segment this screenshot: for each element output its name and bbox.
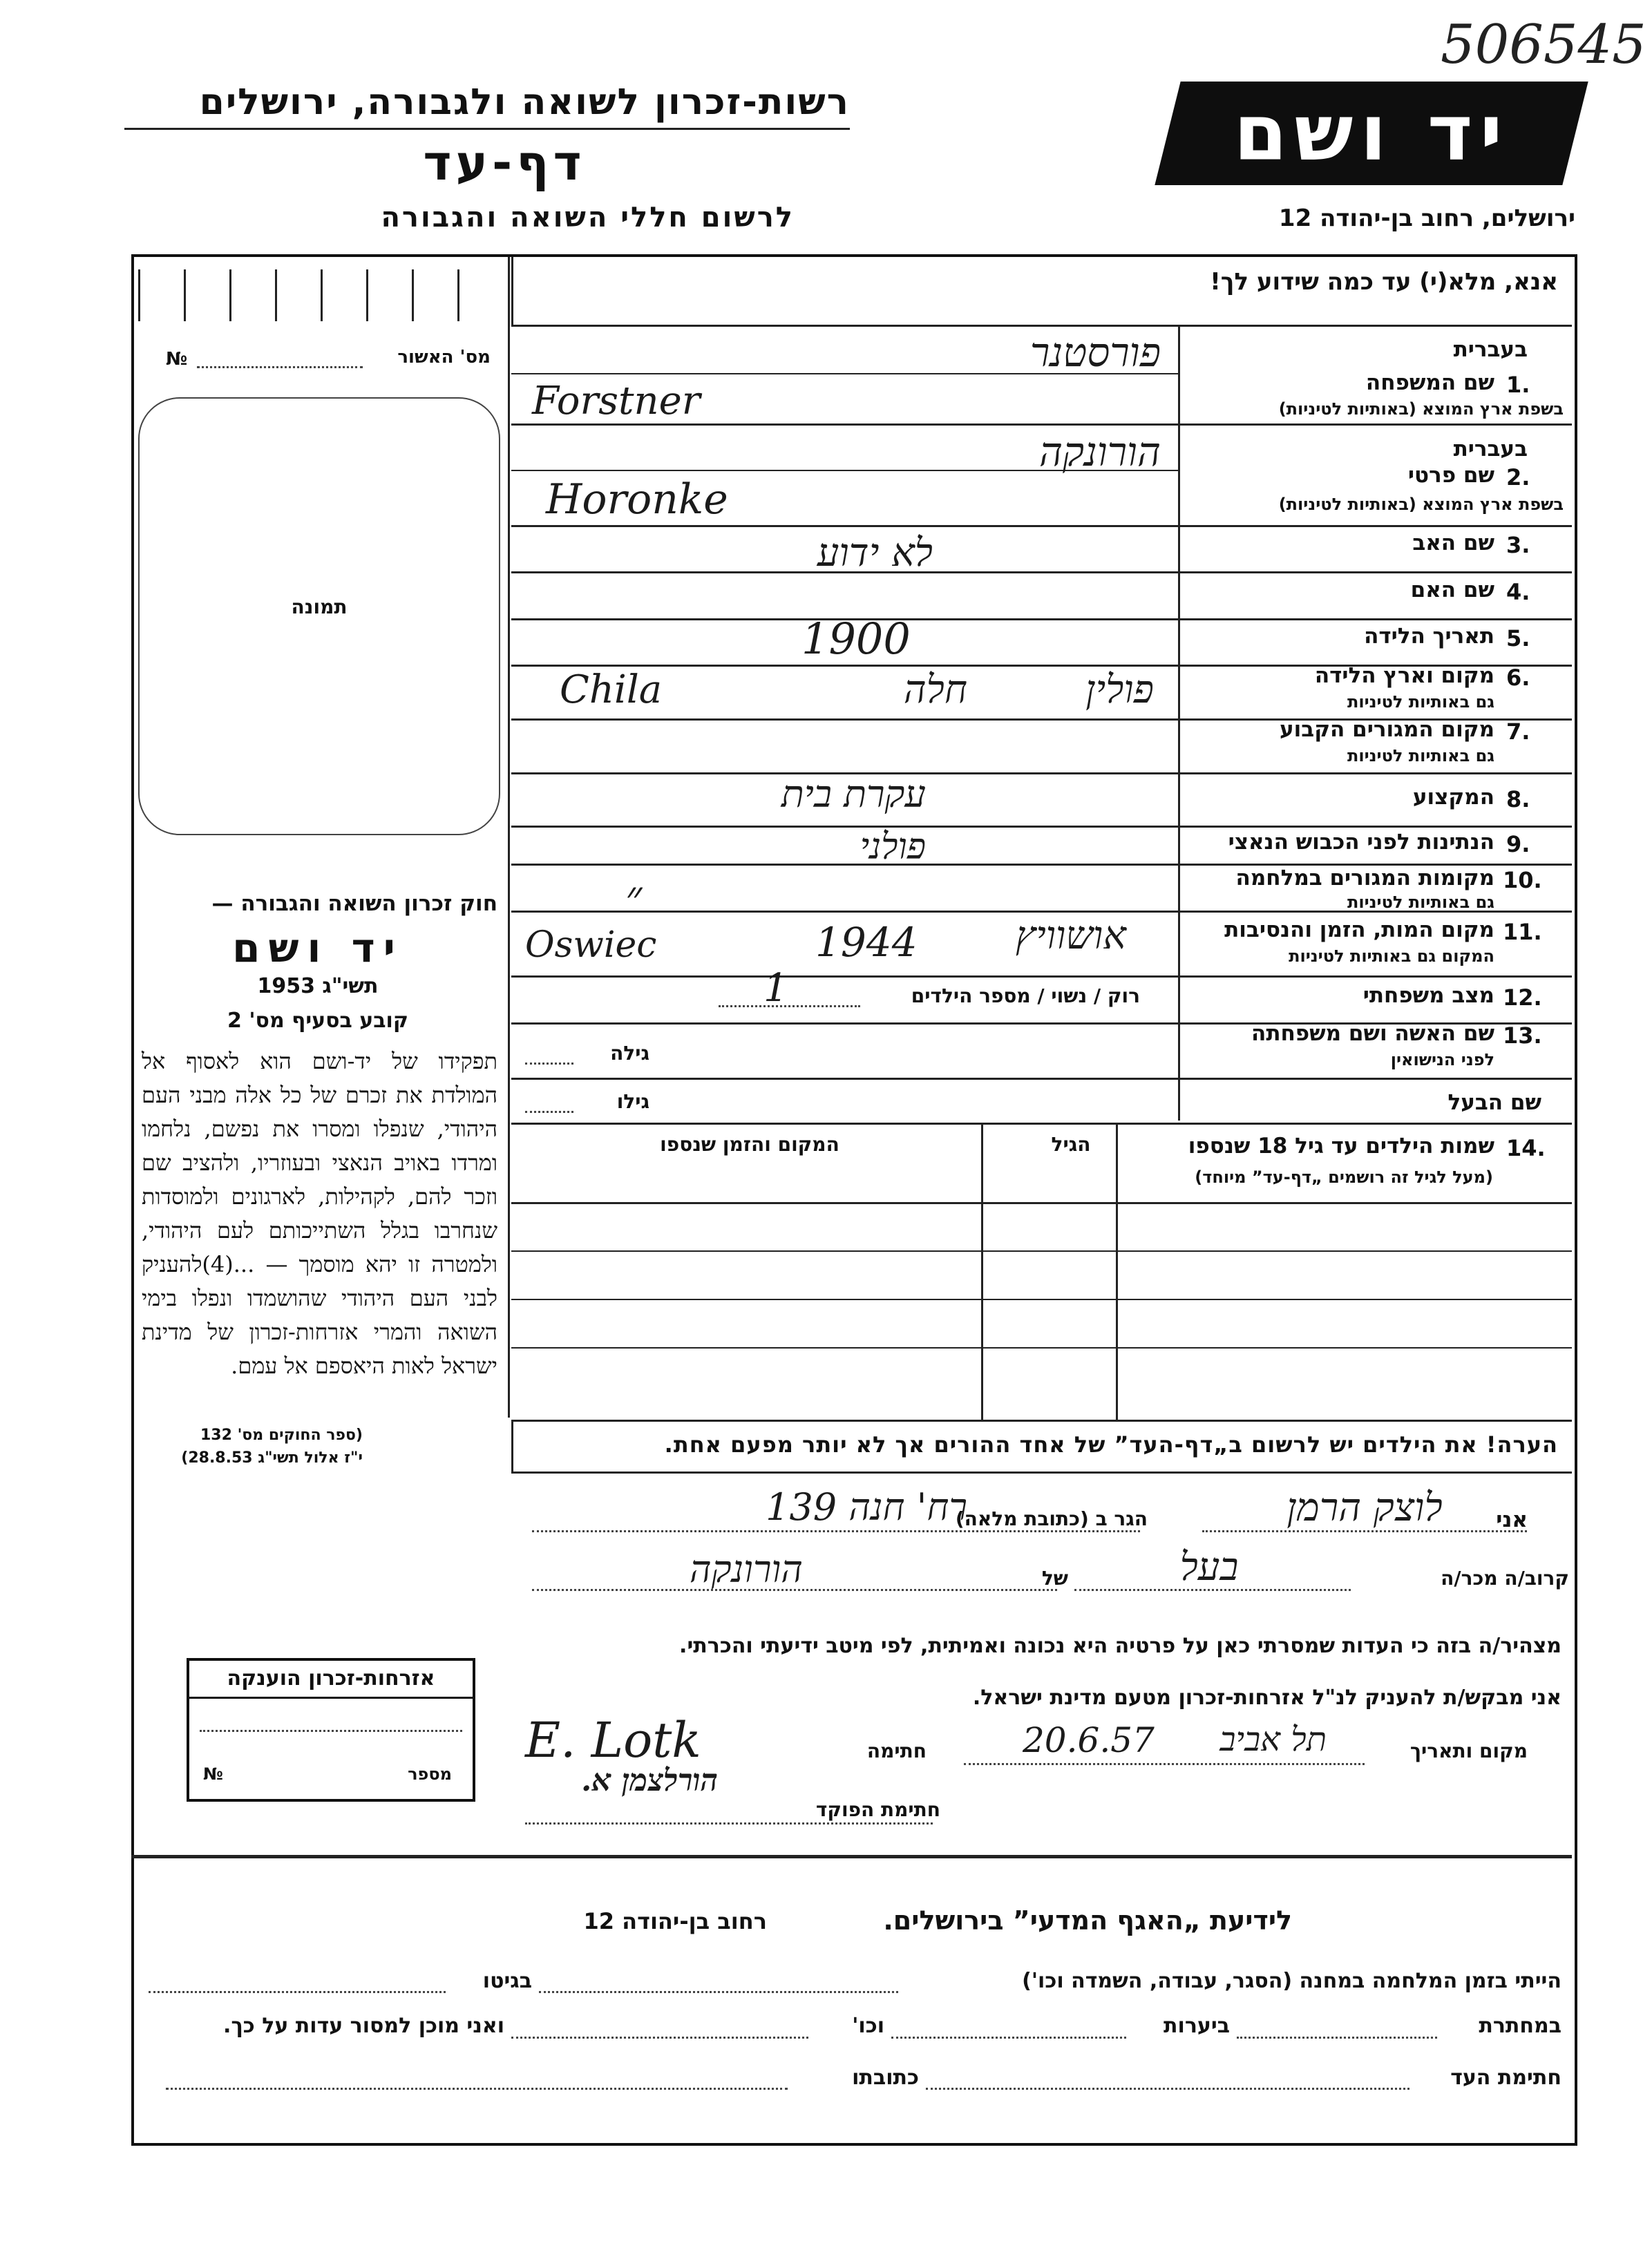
- field-2-sub: בשפת ארץ המוצא (באותיות לטיניות): [1278, 495, 1564, 514]
- logo-text: יד ושם: [1233, 88, 1510, 178]
- field-6-value-hebrew: פולין: [1085, 667, 1154, 712]
- field-6-value-mid: חלה: [903, 667, 967, 712]
- witness-declare: מצהיר/ה בזה כי העדות שמסרתי כאן על פרטיה היא נכונה ואמיתית, לפי מיטב ידיעתי והכרתי.: [679, 1634, 1561, 1658]
- field-6-sub: גם באותיות לטיניות: [1347, 692, 1494, 712]
- header-address: ירושלים, רחוב בן-יהודה 12: [1278, 204, 1575, 232]
- field-6-num: 6.: [1506, 665, 1530, 691]
- field-3-num: 3.: [1506, 532, 1530, 558]
- officer-signature-label: חתימת הפוקד: [815, 1798, 940, 1821]
- witness-request: אני מבקש/ת להעניק לנ"ל אזרחות-זכרון מטעם מדינת ישראל.: [972, 1686, 1561, 1710]
- archive-address-label: כתובתו: [852, 2066, 919, 2090]
- witness-signature: E. Lotk: [525, 1712, 701, 1769]
- husband-label: שם הבעל: [1447, 1090, 1541, 1115]
- field-1-value-hebrew: פורסטנר: [1029, 329, 1161, 376]
- witness-place-date-label: מקום ותאריך: [1409, 1740, 1528, 1762]
- field-1-sub: בשפת ארץ המוצא (באותיות לטיניות): [1278, 399, 1564, 419]
- field-5-num: 5.: [1506, 625, 1530, 651]
- memorial-box-title: אזרחות-זכרון הוענקה: [227, 1666, 435, 1690]
- field-9-value: פולני: [860, 826, 926, 868]
- archive-etc: וכו': [852, 2014, 884, 2038]
- witness-i-label: אני: [1496, 1507, 1528, 1532]
- instruction: אנא, מלא(י) עד כמה שידוע לך!: [1210, 268, 1558, 296]
- field-9-label: הנתינות לפני הכבוש הנאצי: [1228, 830, 1494, 855]
- field-2-num: 2.: [1506, 464, 1530, 490]
- archive-in-ghetto: בגיטו: [482, 1969, 532, 1993]
- field-4-label: שם האם: [1410, 578, 1494, 602]
- left-column-divider: [508, 257, 510, 1418]
- witness-date: 20.6.57: [1023, 1720, 1155, 1760]
- field-3-label: שם האב: [1412, 531, 1494, 555]
- field-11-value-latin: Oswiec: [525, 924, 657, 966]
- field-5-label: תאריך הלידה: [1364, 624, 1494, 649]
- field-10-num: 10.: [1503, 867, 1542, 893]
- law-text: תפקידו של יד-ושם הוא לאסוף אל המולדת את זכרם של כל אלה מבני העם היהודי, שנפלו ומסרו את נפשם, נלחמו ומרדו באויב הנאצי ובעוזריו, ולהציב שם וזכר להם, לקהילות, לארגונים ולמוסדות שנחרבו בגלל השתייכותם לעם היהודי, ולמטרה זו יהא מוסמך — ...(4)להעניק לבני העם היהודי שהושמדו ונפלו בימי השואה והמרי אזרחות-זכרון של מדינת ישראל לאות היאספם אל עמם.: [142, 1048, 497, 1379]
- witness-signature-label: חתימה: [866, 1740, 927, 1762]
- field-1-num: 1.: [1506, 372, 1530, 398]
- witness-relative-label: קרוב/ה מכר/ה: [1441, 1567, 1569, 1590]
- archive-number: 506545: [1441, 14, 1646, 76]
- archive-ready: ואני מוכן למסור עדות על כך.: [223, 2014, 504, 2038]
- archive-forests: ביערות: [1164, 2014, 1230, 2038]
- field-12-label: מצב משפחתי: [1363, 983, 1494, 1008]
- cert-number-label: מס' האשור: [397, 347, 491, 368]
- field-9-num: 9.: [1506, 831, 1530, 857]
- field-2-value-hebrew: הורונקה: [1038, 428, 1161, 475]
- archive-title: לידיעת „האגף המדעי” בירושלים.: [883, 1905, 1292, 1936]
- field-11-value-mid: 1944: [815, 919, 918, 966]
- field-13-aux: גילה: [610, 1042, 649, 1065]
- witness-address: רח' חנה 139: [766, 1485, 967, 1529]
- field-11-num: 11.: [1503, 919, 1542, 945]
- form-title: דף-עד: [423, 135, 586, 191]
- field-2-value-latin: Horonke: [546, 475, 728, 524]
- law-clause: קובע בסעיף מס' 2: [227, 1009, 408, 1033]
- field-12-value: 1: [763, 966, 788, 1011]
- field-11-value-hebrew: אושוויץ: [1015, 913, 1126, 958]
- field-3-value: לא ידוע: [817, 531, 933, 575]
- law-source-1: (ספר החוקים מס' 132: [200, 1427, 363, 1444]
- witness-name: לוצק הרמן: [1287, 1485, 1443, 1530]
- photo-label: תמונה: [291, 596, 348, 618]
- field-8-label: המקצוע: [1412, 785, 1494, 810]
- officer-signature: הורלצמן א.: [581, 1763, 718, 1798]
- field-7-num: 7.: [1506, 718, 1530, 745]
- witness-of-name: הורונקה: [690, 1547, 803, 1591]
- cert-number-symbol: №: [166, 349, 188, 370]
- witness-resides-label: הגר ב (כתובת מלאה): [955, 1507, 1148, 1530]
- memorial-citizenship-box: [187, 1658, 475, 1802]
- field-10-sub: גם באותיות לטיניות: [1347, 893, 1494, 912]
- archive-section-divider: [131, 1855, 1572, 1858]
- field-13-num: 13.: [1503, 1022, 1542, 1049]
- witness-of-label: של: [1041, 1567, 1068, 1590]
- field-1-hebrew-tag: בעברית: [1453, 337, 1528, 362]
- memorial-box-number-label: מספר: [408, 1764, 452, 1784]
- cert-number-boxes: [138, 269, 497, 321]
- note: הערה! את הילדים יש לרשום ב„דף-העד” של אחד ההורים אך לא יותר מפעם אחת.: [664, 1431, 1558, 1458]
- law-year: תשי"ג 1953: [257, 974, 379, 998]
- field-11-label: מקום המות, הזמן והנסיבות: [1224, 917, 1494, 942]
- header-authority: רשות-זכרון לשואה ולגבורה, ירושלים: [199, 82, 850, 123]
- archive-witness-sig: חתימת העד: [1450, 2066, 1561, 2090]
- children-col-place: המקום והזמן שנספו: [660, 1133, 839, 1156]
- yad-vashem-logo: [1155, 82, 1588, 185]
- field-8-num: 8.: [1506, 786, 1530, 812]
- law-name: יד ושם: [232, 924, 403, 971]
- field-11-sub: המקום גם באותיות לטיניות: [1289, 946, 1494, 966]
- field-7-sub: גם באותיות לטיניות: [1347, 746, 1494, 765]
- children-label: שמות הילדים עד גיל 18 שנספו: [1188, 1134, 1494, 1159]
- witness-relation: בעל: [1179, 1545, 1239, 1590]
- field-2-hebrew-tag: בעברית: [1453, 437, 1528, 461]
- field-10-value: ״: [625, 872, 643, 923]
- field-4-num: 4.: [1506, 579, 1530, 605]
- children-num: 14.: [1506, 1135, 1546, 1161]
- field-10-label: מקומות המגורים במלחמה: [1235, 866, 1494, 890]
- husband-aux: גילו: [616, 1090, 649, 1113]
- field-13-label: שם האשה ושם משפחתה: [1251, 1021, 1494, 1046]
- label-column-divider: [1178, 326, 1180, 1121]
- field-2-label: שם פרטי: [1407, 463, 1494, 488]
- children-sub: (מעל לגיל זה רושמים „דף-עד” מיוחד): [1195, 1168, 1493, 1187]
- field-1-label: שם המשפחה: [1365, 370, 1494, 395]
- law-source-2: י"ז אלול תשי"ג 28.8.53): [181, 1449, 363, 1467]
- field-6-label: מקום וארץ הלידה: [1314, 663, 1494, 688]
- field-12-num: 12.: [1503, 984, 1542, 1011]
- field-6-value-latin: Chila: [560, 667, 663, 712]
- witness-place: תל אביב: [1219, 1720, 1327, 1759]
- field-5-value: 1900: [801, 613, 911, 664]
- memorial-box-no-symbol: №: [203, 1764, 223, 1784]
- field-13-sub: לפני הנישואין: [1390, 1050, 1494, 1069]
- field-12-inline: רוק / נשוי / מספר הילדים: [911, 984, 1140, 1007]
- field-1-value-latin: Forstner: [532, 379, 701, 423]
- archive-line1: הייתי בזמן המלחמה במחנה (הסגר, עבודה, השמדה וכו'): [1022, 1969, 1561, 1993]
- photo-box: [138, 397, 500, 835]
- field-8-value: עקרת בית: [781, 772, 926, 816]
- field-7-label: מקום המגורים הקבוע: [1280, 717, 1494, 742]
- children-col-age: הגיל: [1051, 1133, 1091, 1156]
- form-subtitle: לרשום חללי השואה והגבורה: [381, 202, 795, 234]
- archive-underground: במחתרת: [1479, 2014, 1561, 2038]
- law-title: חוק זכרון השואה והגבורה —: [211, 891, 497, 916]
- archive-address: רחוב בן-יהודה 12: [583, 1908, 767, 1934]
- header-rule: [124, 128, 850, 130]
